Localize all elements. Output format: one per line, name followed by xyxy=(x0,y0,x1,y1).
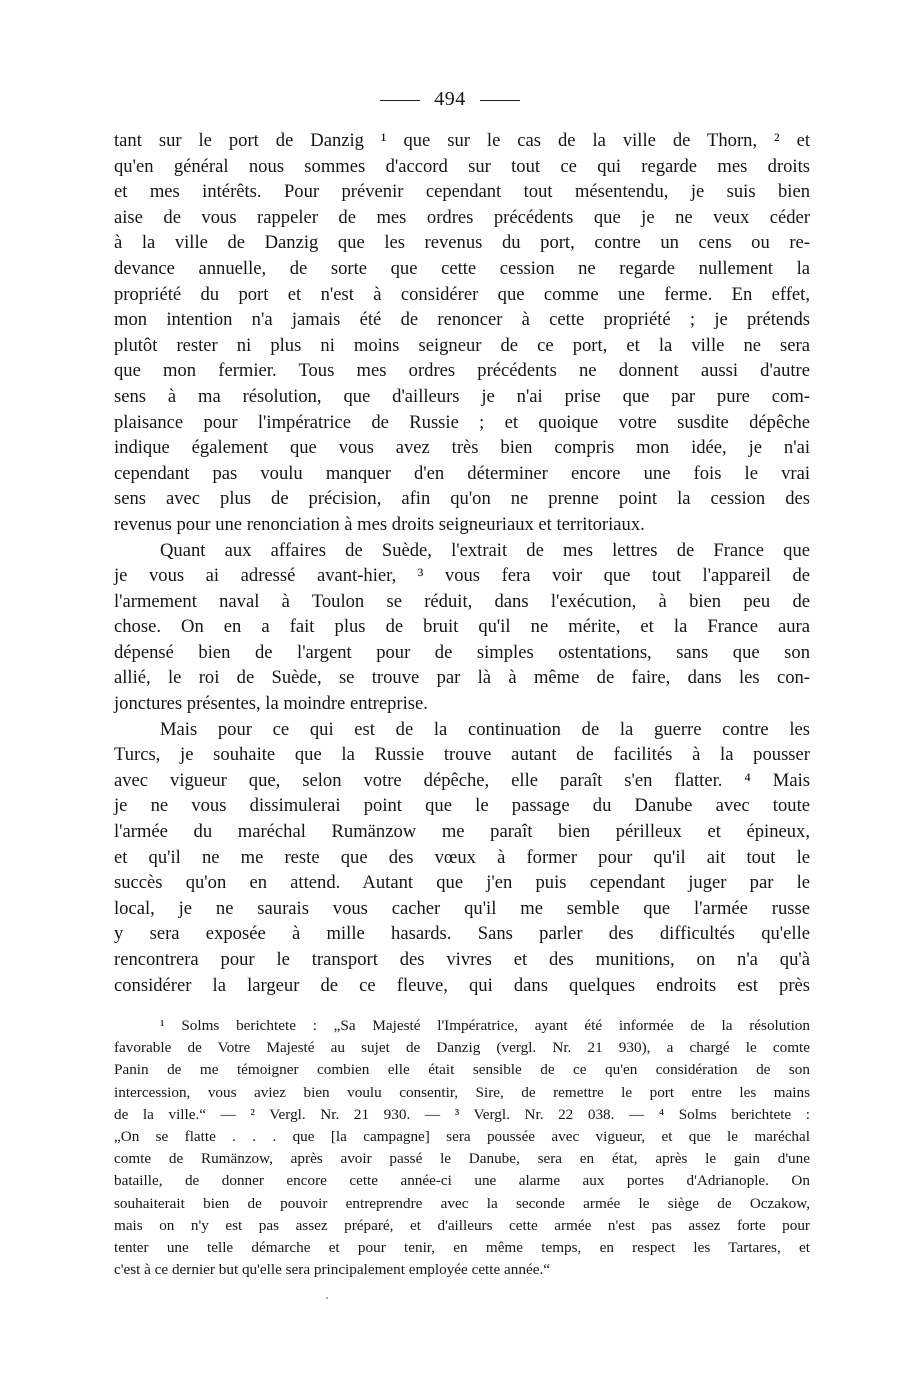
footnote-line: ¹ Solms berichtete : „Sa Majesté l'Impératrice, ayant été informée de la résolution xyxy=(160,1017,810,1034)
header-rule-right xyxy=(480,100,520,101)
text-line: l'armement naval à Toulon se réduit, dans l'exécution, à bien peu de xyxy=(114,590,810,612)
text-line: plaisance pour l'impératrice de Russie ; et quoique votre susdite dépêche xyxy=(114,411,810,433)
text-line: tant sur le port de Danzig ¹ que sur le cas de la ville de Thorn, ² et xyxy=(114,130,810,151)
paragraph-start-line: Mais pour ce qui est de la continuation de la guerre contre les xyxy=(160,718,810,740)
page-header xyxy=(0,88,900,111)
text-line: propriété du port et n'est à considérer que comme une ferme. En effet, xyxy=(114,283,810,305)
text-line: à la ville de Danzig que les revenus du port, contre un cens ou re- xyxy=(114,232,810,254)
text-line: qu'en général nous sommes d'accord sur tout ce qui regarde mes droits xyxy=(114,155,810,177)
text-line: sens à ma résolution, que d'ailleurs je n'ai prise que par pure com- xyxy=(114,385,810,407)
main-text xyxy=(114,128,810,998)
footnote-line: bataille, de donner encore cette année-ci une alarme aux portes d'Adrianople. On xyxy=(114,1172,810,1190)
footnote-line: tenter une telle démarche et pour tenir, en même temps, en respect les Tartares, et xyxy=(114,1238,810,1256)
text-line: indique également que vous avez très bien compris mon idée, je n'ai xyxy=(114,437,810,459)
print-speck xyxy=(326,1297,328,1299)
text-line: Turcs, je souhaite que la Russie trouve autant de facilités à la pousser xyxy=(114,744,810,766)
footnote-line: mais on n'y est pas assez préparé, et d'ailleurs cette armée n'est pas assez forte pour xyxy=(114,1216,810,1234)
text-line: chose. On en a fait plus de bruit qu'il ne mérite, et la France aura xyxy=(114,616,810,638)
footnote-line: favorable de Votre Majesté au sujet de Danzig (vergl. Nr. 21 930), a chargé le comte xyxy=(114,1039,810,1057)
footnote-line: souhaiterait bien de pouvoir entreprendre avec la seconde armée le siège de Oczakow, xyxy=(114,1194,810,1212)
text-line: succès qu'on en attend. Autant que j'en puis cependant juger par le xyxy=(114,872,810,894)
text-line: mon intention n'a jamais été de renoncer à cette propriété ; je prétends xyxy=(114,309,810,331)
text-line: je ne vous dissimulerai point que le passage du Danube avec toute xyxy=(114,795,810,817)
text-line: allié, le roi de Suède, se trouve par là à même de faire, dans les con- xyxy=(114,667,810,689)
footnotes xyxy=(114,1015,810,1281)
text-line: jonctures présentes, la moindre entreprise. xyxy=(114,693,428,715)
footnote-line: de la ville.“ — ² Vergl. Nr. 21 930. — ³ Vergl. Nr. 22 038. — ⁴ Solms berichtete : xyxy=(114,1105,810,1123)
text-line: rencontrera pour le transport des vivres et des munitions, on n'a qu'à xyxy=(114,949,810,970)
text-line: l'armée du maréchal Rumänzow me paraît bien périlleux et épineux, xyxy=(114,821,810,843)
text-line: avec vigueur que, selon votre dépêche, elle paraît s'en flatter. ⁴ Mais xyxy=(114,769,810,791)
header-rule-left xyxy=(380,100,420,101)
text-line: cependant pas voulu manquer d'en déterminer encore une fois le vrai xyxy=(114,462,810,484)
text-line: je vous ai adressé avant-hier, ³ vous fera voir que tout l'appareil de xyxy=(114,565,810,587)
footnote-line: „On se flatte . . . que [la campagne] sera poussée avec vigueur, et que le maréchal xyxy=(114,1127,810,1145)
text-line: y sera exposée à mille hasards. Sans parler des difficultés qu'elle xyxy=(114,923,810,945)
footnote-line: c'est à ce dernier but qu'elle sera principalement employée cette année.“ xyxy=(114,1261,550,1279)
text-line: devance annuelle, de sorte que cette cession ne regarde nullement la xyxy=(114,257,810,279)
text-line: plutôt rester ni plus ni moins seigneur de ce port, et la ville ne sera xyxy=(114,334,810,356)
page-number: 494 xyxy=(434,88,466,110)
footnote-line: Panin de me témoigner combien elle était sensible de ce qu'en considération de son xyxy=(114,1061,810,1079)
paragraph-start-line: Quant aux affaires de Suède, l'extrait de mes lettres de France que xyxy=(160,539,810,561)
text-line: et qu'il ne me reste que des vœux à former pour qu'il ait tout le xyxy=(114,846,810,868)
text-line: sens avec plus de précision, afin qu'on ne prenne point la cession des xyxy=(114,488,810,510)
text-line: local, je ne saurais vous cacher qu'il me semble que l'armée russe xyxy=(114,897,810,919)
text-line: que mon fermier. Tous mes ordres précédents ne donnent aussi d'autre xyxy=(114,360,810,382)
text-line: considérer la largeur de ce fleuve, qui dans quelques endroits est près xyxy=(114,974,810,996)
footnote-line: intercession, vous aviez bien voulu consentir, Sire, de remettre le port entre les mains xyxy=(114,1083,810,1101)
text-line: et mes intérêts. Pour prévenir cependant tout mésentendu, je suis bien xyxy=(114,181,810,203)
text-line: revenus pour une renonciation à mes droits seigneuriaux et territoriaux. xyxy=(114,513,645,535)
footnote-line: comte de Rumänzow, après avoir passé le Danube, sera en état, après le gain d'une xyxy=(114,1150,810,1168)
text-line: dépensé bien de l'argent pour de simples ostentations, sans que son xyxy=(114,641,810,663)
text-line: aise de vous rappeler de mes ordres précédents que je ne veux céder xyxy=(114,206,810,228)
